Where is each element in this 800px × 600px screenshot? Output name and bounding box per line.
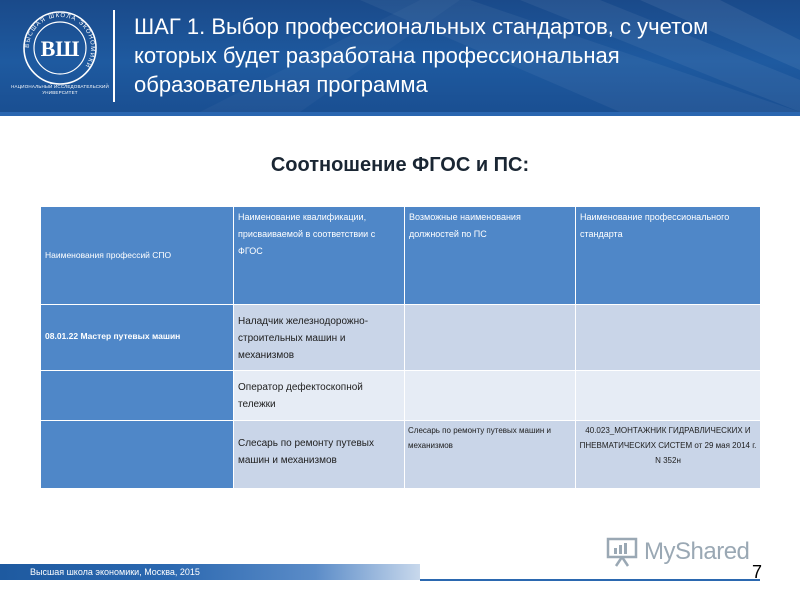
table-cell xyxy=(405,305,576,371)
logo-ring-text: ВЫСШАЯ ШКОЛА ЭКОНОМИКИ xyxy=(24,12,96,69)
footer-text: Высшая школа экономики, Москва, 2015 xyxy=(30,567,200,577)
section-subtitle: Соотношение ФГОС и ПС: xyxy=(270,154,530,176)
standards-table xyxy=(40,206,761,489)
table-header-row xyxy=(41,207,761,305)
presentation-board-icon xyxy=(606,536,640,568)
column-header: Наименование профессионального стандарта xyxy=(576,207,761,305)
table-cell: Слесарь по ремонту путевых машин и механизмов xyxy=(405,421,576,489)
table-cell xyxy=(41,371,234,421)
logo-caption: НАЦИОНАЛЬНЫЙ ИССЛЕДОВАТЕЛЬСКИЙ УНИВЕРСИТЕТ xyxy=(11,84,109,95)
slide-header xyxy=(0,0,800,112)
column-header: Наименование квалификации, присваиваемой в соответствии с ФГОС xyxy=(234,207,405,305)
table-cell: Наладчик железнодорожно-строительных машин и механизмов xyxy=(234,305,405,371)
table-cell xyxy=(576,305,761,371)
table-cell xyxy=(576,371,761,421)
table-cell: 40.023_МОНТАЖНИК ГИДРАВЛИЧЕСКИХ И ПНЕВМАТИЧЕСКИХ СИСТЕМ от 29 мая 2014 г. N 352н xyxy=(576,421,761,489)
page-number: 7 xyxy=(751,562,762,582)
hse-logo xyxy=(22,10,98,86)
table-cell xyxy=(405,371,576,421)
table-row xyxy=(41,421,761,489)
column-header: Наименования профессий СПО xyxy=(41,207,234,305)
footer-rule xyxy=(420,579,760,581)
watermark-text: MyShared xyxy=(644,538,750,565)
table-row xyxy=(41,305,761,371)
logo-letters: ВШ xyxy=(40,36,80,61)
table-row xyxy=(41,371,761,421)
table-cell: Слесарь по ремонту путевых машин и механизмов xyxy=(234,421,405,489)
header-divider xyxy=(113,10,115,102)
slide-title: ШАГ 1. Выбор профессиональных стандартов, с учетом которых будет разработана профессиональная образовательная программа xyxy=(134,14,709,97)
table-cell xyxy=(41,421,234,489)
table-cell: Оператор дефектоскопной тележки xyxy=(234,371,405,421)
table-cell: 08.01.22 Мастер путевых машин xyxy=(41,305,234,371)
column-header: Возможные наименования должностей по ПС xyxy=(405,207,576,305)
header-bottom-line xyxy=(0,112,800,116)
